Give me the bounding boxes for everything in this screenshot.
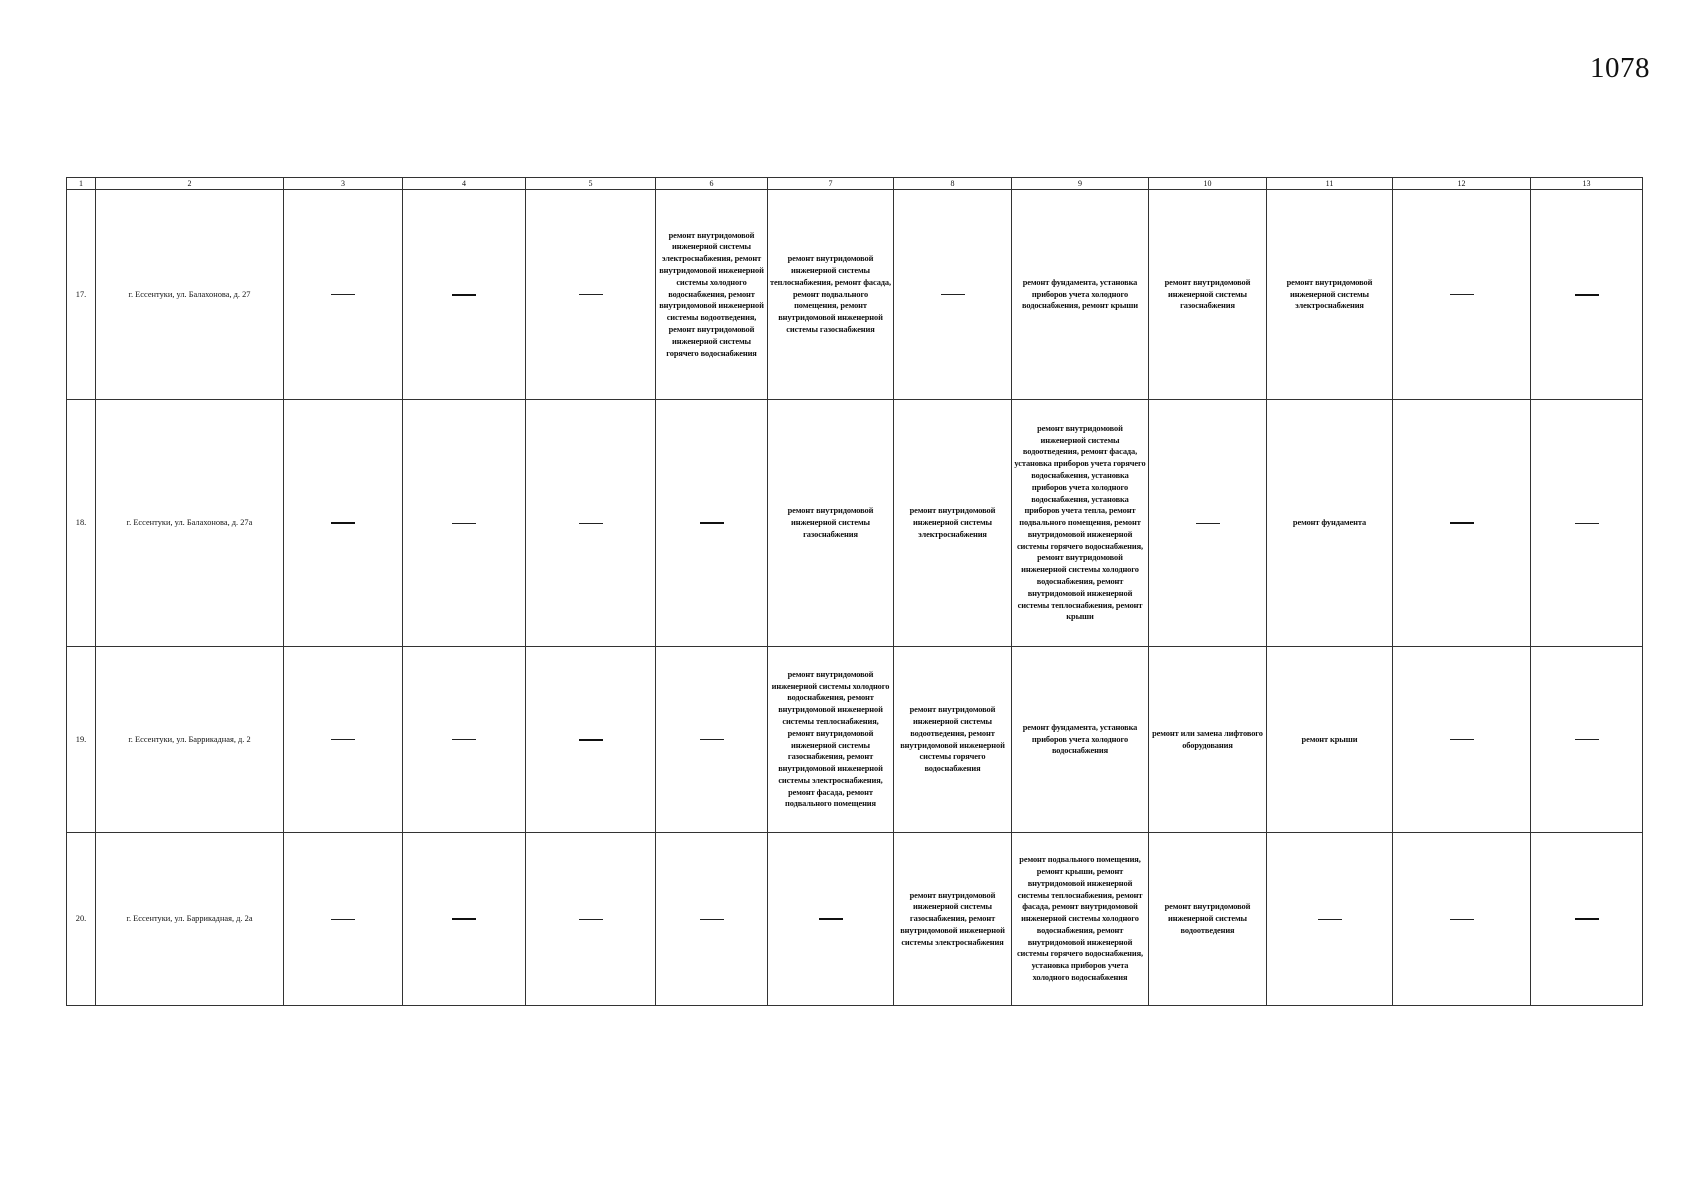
empty-cell xyxy=(284,647,403,833)
empty-cell xyxy=(1531,400,1643,647)
work-type-cell: ремонт внутридомовой инженерной системы электроснабжения xyxy=(894,400,1012,647)
work-type-cell: ремонт внутридомовой инженерной системы водоотведения xyxy=(1149,833,1267,1006)
dash-mark xyxy=(1575,918,1599,920)
dash-mark xyxy=(700,919,724,920)
dash-mark xyxy=(819,918,843,920)
work-type-cell: ремонт фундамента xyxy=(1267,400,1393,647)
row-number: 19. xyxy=(67,647,96,833)
dash-mark xyxy=(452,739,476,740)
column-header: 13 xyxy=(1531,178,1643,190)
work-type-cell: ремонт внутридомовой инженерной системы газоснабжения xyxy=(1149,190,1267,400)
row-number: 20. xyxy=(67,833,96,1006)
work-type-cell: ремонт внутридомовой инженерной системы электроснабжения xyxy=(1267,190,1393,400)
empty-cell xyxy=(768,833,894,1006)
dash-mark xyxy=(331,919,355,920)
empty-cell xyxy=(403,833,526,1006)
empty-cell xyxy=(403,647,526,833)
address-cell: г. Ессентуки, ул. Балахонова, д. 27а xyxy=(96,400,284,647)
dash-mark xyxy=(331,739,355,740)
dash-mark xyxy=(941,294,965,295)
empty-cell xyxy=(1393,400,1531,647)
address-cell: г. Ессентуки, ул. Баррикадная, д. 2а xyxy=(96,833,284,1006)
page-number: 1078 xyxy=(1590,52,1650,84)
empty-cell xyxy=(894,190,1012,400)
empty-cell xyxy=(284,400,403,647)
column-header: 3 xyxy=(284,178,403,190)
work-type-cell: ремонт подвального помещения, ремонт крыши, ремонт внутридомовой инженерной системы теплоснабжения, ремонт фасада, ремонт внутридомовой инженерной системы холодного водоснабжения, ремонт внутридомовой инженерной системы горячего водоснабжения, установка приборов учета холодного водоснабжения xyxy=(1012,833,1149,1006)
empty-cell xyxy=(1393,833,1531,1006)
empty-cell xyxy=(1531,833,1643,1006)
work-type-cell: ремонт внутридомовой инженерной системы электроснабжения, ремонт внутридомовой инженерной системы холодного водоснабжения, ремонт внутридомовой инженерной системы водоотведения, ремонт внутридомовой инженерной системы горячего водоснабжения xyxy=(656,190,768,400)
empty-cell xyxy=(284,833,403,1006)
dash-mark xyxy=(1575,294,1599,296)
empty-cell xyxy=(1267,833,1393,1006)
column-header: 7 xyxy=(768,178,894,190)
work-type-cell: ремонт внутридомовой инженерной системы водоотведения, ремонт внутридомовой инженерной системы горячего водоснабжения xyxy=(894,647,1012,833)
row-number: 18. xyxy=(67,400,96,647)
empty-cell xyxy=(526,190,656,400)
column-header: 12 xyxy=(1393,178,1531,190)
work-type-cell: ремонт внутридомовой инженерной системы холодного водоснабжения, ремонт внутридомовой инженерной системы теплоснабжения, ремонт внутридомовой инженерной системы газоснабжения, ремонт внутридомовой инженерной системы электроснабжения, ремонт фасада, ремонт подвального помещения xyxy=(768,647,894,833)
column-header: 2 xyxy=(96,178,284,190)
dash-mark xyxy=(452,918,476,920)
address-cell: г. Ессентуки, ул. Балахонова, д. 27 xyxy=(96,190,284,400)
dash-mark xyxy=(452,523,476,524)
table-row xyxy=(67,190,1643,400)
empty-cell xyxy=(526,833,656,1006)
table-row xyxy=(67,833,1643,1006)
dash-mark xyxy=(331,522,355,524)
empty-cell xyxy=(1393,647,1531,833)
work-type-cell: ремонт крыши xyxy=(1267,647,1393,833)
empty-cell xyxy=(1149,400,1267,647)
column-number-row xyxy=(67,178,1643,190)
table-row xyxy=(67,400,1643,647)
dash-mark xyxy=(1450,522,1474,524)
dash-mark xyxy=(1450,739,1474,740)
dash-mark xyxy=(700,739,724,740)
empty-cell xyxy=(1393,190,1531,400)
dash-mark xyxy=(700,522,724,524)
work-type-cell: ремонт фундамента, установка приборов учета холодного водоснабжения xyxy=(1012,647,1149,833)
column-header: 8 xyxy=(894,178,1012,190)
dash-mark xyxy=(1318,919,1342,920)
column-header: 11 xyxy=(1267,178,1393,190)
work-type-cell: ремонт внутридомовой инженерной системы теплоснабжения, ремонт фасада, ремонт подвального помещения, ремонт внутридомовой инженерной системы газоснабжения xyxy=(768,190,894,400)
repair-schedule-table xyxy=(66,177,1643,1006)
row-number: 17. xyxy=(67,190,96,400)
empty-cell xyxy=(403,400,526,647)
column-header: 4 xyxy=(403,178,526,190)
dash-mark xyxy=(579,739,603,741)
dash-mark xyxy=(1575,523,1599,524)
empty-cell xyxy=(526,400,656,647)
empty-cell xyxy=(403,190,526,400)
dash-mark xyxy=(579,919,603,920)
empty-cell xyxy=(284,190,403,400)
work-type-cell: ремонт или замена лифтового оборудования xyxy=(1149,647,1267,833)
work-type-cell: ремонт внутридомовой инженерной системы газоснабжения, ремонт внутридомовой инженерной системы электроснабжения xyxy=(894,833,1012,1006)
dash-mark xyxy=(1575,739,1599,740)
table-row xyxy=(67,647,1643,833)
empty-cell xyxy=(526,647,656,833)
dash-mark xyxy=(1450,294,1474,295)
empty-cell xyxy=(656,833,768,1006)
column-header: 10 xyxy=(1149,178,1267,190)
dash-mark xyxy=(579,294,603,295)
empty-cell xyxy=(656,400,768,647)
dash-mark xyxy=(331,294,355,295)
dash-mark xyxy=(1196,523,1220,524)
dash-mark xyxy=(1450,919,1474,920)
empty-cell xyxy=(656,647,768,833)
dash-mark xyxy=(579,523,603,524)
column-header: 5 xyxy=(526,178,656,190)
work-type-cell: ремонт фундамента, установка приборов учета холодного водоснабжения, ремонт крыши xyxy=(1012,190,1149,400)
dash-mark xyxy=(452,294,476,296)
column-header: 1 xyxy=(67,178,96,190)
address-cell: г. Ессентуки, ул. Баррикадная, д. 2 xyxy=(96,647,284,833)
column-header: 6 xyxy=(656,178,768,190)
empty-cell xyxy=(1531,190,1643,400)
work-type-cell: ремонт внутридомовой инженерной системы водоотведения, ремонт фасада, установка приборов учета горячего водоснабжения, установка приборов учета холодного водоснабжения, установка приборов учета тепла, ремонт подвального помещения, ремонт внутридомовой инженерной системы горячего водоснабжения, ремонт внутридомовой инженерной системы холодного водоснабжения, ремонт внутридомовой инженерной системы теплоснабжения, ремонт крыши xyxy=(1012,400,1149,647)
empty-cell xyxy=(1531,647,1643,833)
work-type-cell: ремонт внутридомовой инженерной системы газоснабжения xyxy=(768,400,894,647)
column-header: 9 xyxy=(1012,178,1149,190)
